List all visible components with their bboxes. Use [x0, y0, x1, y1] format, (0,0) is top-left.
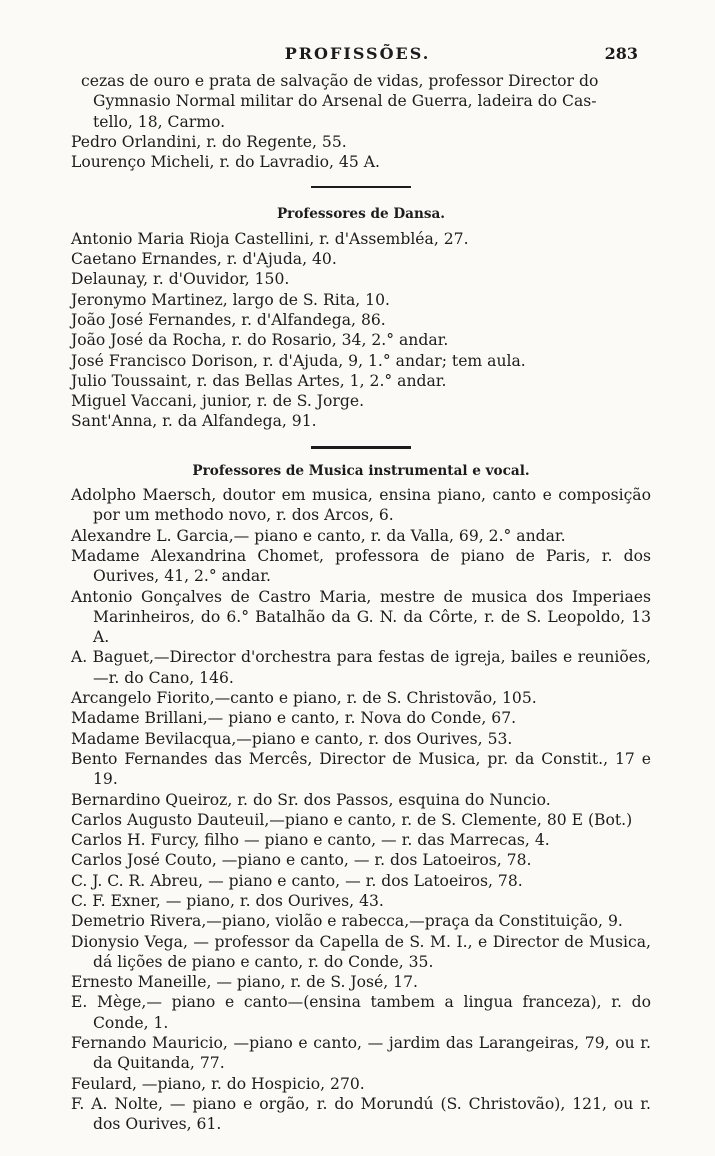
- section-heading-music: Professores de Musica instrumental e vocal.: [192, 462, 530, 479]
- list-item: Madame Alexandrina Chomet, professora de piano de Paris, r. dos Ourives, 41, 2.° andar.: [71, 546, 651, 586]
- list-item: Arcangelo Fiorito,—canto e piano, r. de S. Christovão, 105.: [71, 689, 537, 708]
- list-item: Dionysio Vega, — professor da Capella de S. M. I., e Director de Musica, dá lições de piano e canto, r. do Conde, 35.: [71, 932, 651, 971]
- list-item: C. F. Exner, — piano, r. dos Ourives, 43.: [71, 891, 384, 910]
- page-content: [71, 71, 651, 1135]
- list-item: Miguel Vaccani, junior, r. de S. Jorge.: [71, 392, 365, 411]
- list-item: Carlos H. Furcy, filho — piano e canto, — r. das Marrecas, 4.: [71, 831, 550, 850]
- list-item: Demetrio Rivera,—piano, violão e rabecca,—praça da Constituição, 9.: [71, 912, 623, 931]
- continued-line: tello, 18, Carmo.: [93, 112, 226, 131]
- list-item: E. Mège,— piano e canto—(ensina tambem a lingua franceza), r. do Conde, 1.: [71, 993, 651, 1032]
- list-item: Antonio Gonçalves de Castro Maria, mestre de musica dos Imperiaes Marinheiros, do 6.° Batalhão da G. N. da Côrte, r. de S. Leopoldo, 13 A.: [71, 587, 651, 647]
- list-item: Lourenço Micheli, r. do Lavradio, 45 A.: [71, 153, 380, 172]
- list-item: Jeronymo Martinez, largo de S. Rita, 10.: [71, 290, 390, 309]
- list-item: Caetano Ernandes, r. d'Ajuda, 40.: [71, 250, 337, 269]
- list-item: João José Fernandes, r. d'Alfandega, 86.: [71, 310, 386, 329]
- list-item: Antonio Maria Rioja Castellini, r. d'Assembléa, 27.: [71, 229, 469, 248]
- list-item: Carlos Augusto Dauteuil,—piano e canto, r. de S. Clemente, 80 E (Bot.): [71, 810, 633, 829]
- list-item: Feulard, —piano, r. do Hospicio, 270.: [71, 1074, 365, 1093]
- page-number: 283: [604, 44, 638, 63]
- list-item: Pedro Orlandini, r. do Regente, 55.: [71, 132, 347, 151]
- list-item: Delaunay, r. d'Ouvidor, 150.: [71, 270, 290, 289]
- list-item: A. Baguet,—Director d'orchestra para festas de igreja, bailes e reuniões,—r. do Cano, 146.: [71, 648, 651, 687]
- list-item: Julio Toussaint, r. das Bellas Artes, 1, 2.° andar.: [71, 371, 447, 390]
- section-heading-dance: Professores de Dansa.: [276, 206, 446, 223]
- list-item: Alexandre L. Garcia,— piano e canto, r. da Valla, 69, 2.° andar.: [71, 526, 566, 545]
- list-item: João José da Rocha, r. do Rosario, 34, 2.° andar.: [71, 331, 449, 350]
- running-title: PROFISSÕES.: [284, 44, 431, 63]
- list-item: José Francisco Dorison, r. d'Ajuda, 9, 1.° andar; tem aula.: [71, 351, 526, 370]
- list-item: C. J. C. R. Abreu, — piano e canto, — r. dos Latoeiros, 78.: [71, 871, 523, 890]
- list-item: Bento Fernandes das Mercês, Director de Musica, pr. da Constit., 17 e 19.: [71, 749, 651, 789]
- list-item: Sant'Anna, r. da Alfandega, 91.: [71, 412, 317, 431]
- list-item: Fernando Mauricio, —piano e canto, — jardim das Larangeiras, 79, ou r. da Quitanda, 77.: [71, 1034, 651, 1073]
- list-item: Madame Brillani,— piano e canto, r. Nova do Conde, 67.: [71, 709, 517, 728]
- list-item: Ernesto Maneille, — piano, r. de S. José, 17.: [71, 973, 418, 992]
- list-item: Bernardino Queiroz, r. do Sr. dos Passos, esquina do Nuncio.: [71, 790, 551, 809]
- continued-line: Gymnasio Normal militar do Arsenal de Guerra, ladeira do Cas-: [93, 92, 597, 111]
- continued-line: cezas de ouro e prata de salvação de vidas, professor Director do: [81, 72, 599, 90]
- list-item: Adolpho Maersch, doutor em musica, ensina piano, canto e composição por um methodo novo, r. dos Arcos, 6.: [71, 486, 651, 525]
- section-divider: [311, 186, 411, 188]
- list-item: Carlos José Couto, —piano e canto, — r. dos Latoeiros, 78.: [71, 851, 532, 870]
- section-divider: [311, 446, 411, 449]
- page-header: [0, 44, 715, 70]
- list-item: F. A. Nolte, — piano e orgão, r. do Morundú (S. Christovão), 121, ou r. dos Ourives, 61.: [71, 1094, 651, 1134]
- list-item: Madame Bevilacqua,—piano e canto, r. dos Ourives, 53.: [71, 729, 513, 748]
